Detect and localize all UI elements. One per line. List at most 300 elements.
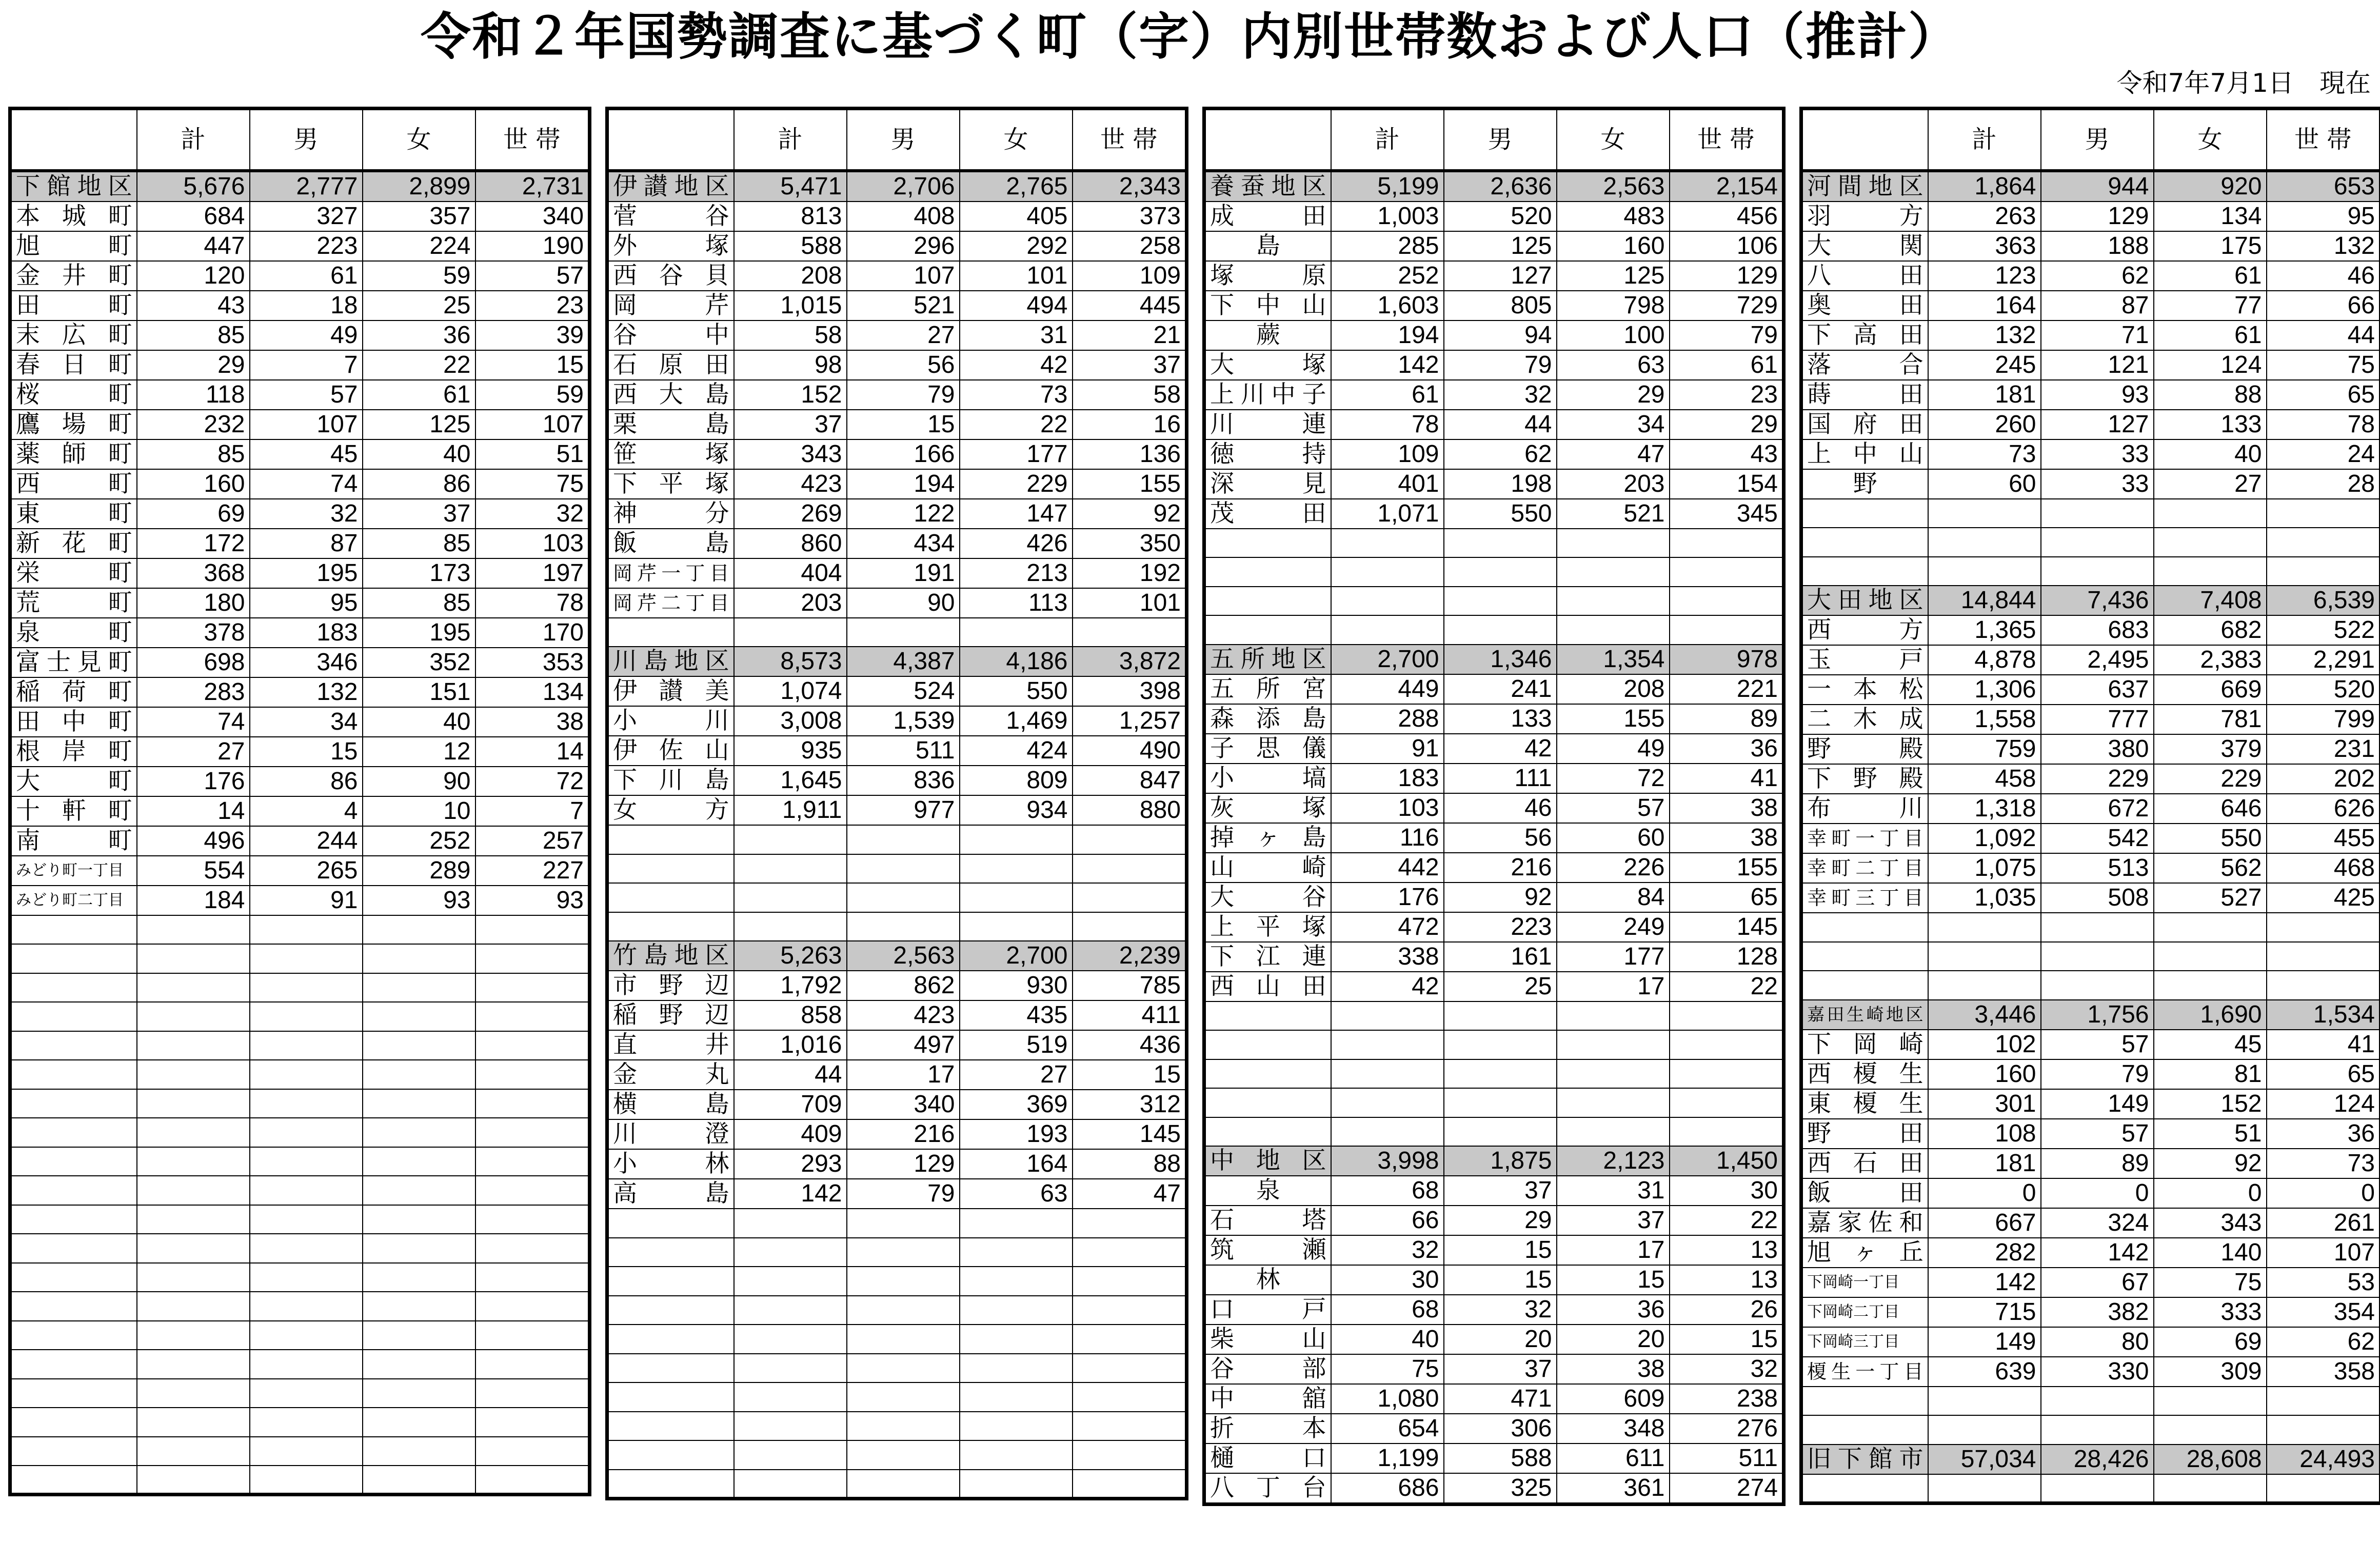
cell-households: 261 bbox=[2267, 1208, 2380, 1238]
area-name: 谷中 bbox=[607, 320, 734, 350]
empty-row bbox=[10, 1437, 590, 1466]
area-name bbox=[607, 912, 734, 941]
table-row bbox=[1801, 350, 2380, 380]
table-row bbox=[1801, 1149, 2380, 1178]
cell-total bbox=[137, 1292, 250, 1321]
cell-male: 18 bbox=[250, 291, 363, 320]
cell-households bbox=[475, 915, 590, 945]
area-name: 石塔 bbox=[1204, 1206, 1331, 1235]
area-name bbox=[1801, 971, 1928, 1000]
empty-row bbox=[10, 1176, 590, 1205]
cell-female: 113 bbox=[960, 588, 1073, 618]
cell-male: 111 bbox=[1444, 764, 1557, 793]
area-name: 下平塚 bbox=[607, 469, 734, 499]
cell-male: 93 bbox=[2041, 380, 2154, 410]
table-row bbox=[1801, 1238, 2380, 1268]
area-name: 灰塚 bbox=[1204, 793, 1331, 823]
area-name: 本城町 bbox=[10, 202, 137, 231]
cell-households bbox=[2267, 1415, 2380, 1445]
cell-female: 61 bbox=[363, 380, 475, 410]
cell-female: 40 bbox=[2154, 439, 2267, 469]
header-blank bbox=[10, 109, 137, 171]
cell-households: 653 bbox=[2267, 171, 2380, 202]
cell-households: 66 bbox=[2267, 291, 2380, 320]
table-row bbox=[1204, 1443, 1784, 1473]
cell-female: 92 bbox=[2154, 1149, 2267, 1178]
cell-households: 373 bbox=[1073, 202, 1187, 231]
cell-total: 554 bbox=[137, 856, 250, 886]
cell-female: 4,186 bbox=[960, 647, 1073, 676]
cell-total bbox=[137, 1031, 250, 1060]
cell-total: 343 bbox=[734, 439, 847, 469]
cell-female bbox=[2154, 1474, 2267, 1503]
cell-male bbox=[250, 1408, 363, 1437]
cell-total: 57,034 bbox=[1928, 1445, 2041, 1474]
area-name: 国府田 bbox=[1801, 410, 1928, 439]
cell-female bbox=[363, 1437, 475, 1466]
cell-households: 65 bbox=[2267, 380, 2380, 410]
area-name bbox=[607, 1382, 734, 1412]
area-name bbox=[10, 1089, 137, 1118]
cell-male bbox=[847, 1238, 960, 1267]
cell-female bbox=[960, 825, 1073, 854]
area-name: 泉町 bbox=[10, 618, 137, 648]
cell-female: 494 bbox=[960, 291, 1073, 320]
cell-households: 6,539 bbox=[2267, 586, 2380, 615]
cell-total: 123 bbox=[1928, 261, 2041, 291]
cell-households: 28 bbox=[2267, 469, 2380, 499]
cell-total: 160 bbox=[1928, 1059, 2041, 1089]
cell-female: 42 bbox=[960, 350, 1073, 380]
cell-male: 37 bbox=[1444, 1354, 1557, 1384]
header-male: 男 bbox=[2041, 109, 2154, 171]
table-row bbox=[607, 529, 1187, 558]
empty-row bbox=[607, 1238, 1187, 1267]
cell-total: 1,645 bbox=[734, 766, 847, 795]
cell-male bbox=[250, 915, 363, 945]
cell-households: 522 bbox=[2267, 615, 2380, 645]
cell-female: 10 bbox=[363, 796, 475, 826]
cell-households: 39 bbox=[475, 320, 590, 350]
cell-total bbox=[137, 1234, 250, 1263]
cell-male: 90 bbox=[847, 588, 960, 618]
cell-households bbox=[2267, 557, 2380, 586]
table-row bbox=[1801, 824, 2380, 853]
area-name: 野 bbox=[1801, 469, 1928, 499]
cell-total bbox=[1331, 1059, 1444, 1089]
empty-row bbox=[607, 854, 1187, 884]
cell-total: 472 bbox=[1331, 912, 1444, 942]
area-name: 富士見町 bbox=[10, 648, 137, 677]
table-row bbox=[1204, 469, 1784, 499]
cell-households: 445 bbox=[1073, 291, 1187, 320]
cell-male: 805 bbox=[1444, 291, 1557, 320]
area-name bbox=[1801, 1387, 1928, 1416]
cell-female bbox=[960, 1412, 1073, 1441]
cell-female: 37 bbox=[1557, 1206, 1670, 1235]
cell-male: 67 bbox=[2041, 1268, 2154, 1297]
area-name: 西谷貝 bbox=[607, 261, 734, 291]
area-name: 落合 bbox=[1801, 350, 1928, 380]
cell-households: 22 bbox=[1670, 972, 1784, 1001]
cell-households bbox=[475, 1176, 590, 1205]
cell-households bbox=[1670, 587, 1784, 616]
area-name: 五所地区 bbox=[1204, 645, 1331, 674]
area-name: 河間地区 bbox=[1801, 171, 1928, 202]
cell-total: 458 bbox=[1928, 764, 2041, 794]
cell-households: 276 bbox=[1670, 1414, 1784, 1443]
cell-total: 935 bbox=[734, 736, 847, 766]
cell-male: 27 bbox=[847, 320, 960, 350]
cell-total: 1,911 bbox=[734, 795, 847, 825]
cell-female: 45 bbox=[2154, 1030, 2267, 1059]
area-name: 大関 bbox=[1801, 231, 1928, 261]
empty-row bbox=[1801, 1415, 2380, 1445]
area-name: 南町 bbox=[10, 826, 137, 856]
cell-households: 626 bbox=[2267, 794, 2380, 824]
cell-households bbox=[1073, 825, 1187, 854]
cell-total: 1,080 bbox=[1331, 1384, 1444, 1414]
cell-total: 68 bbox=[1331, 1295, 1444, 1325]
cell-male bbox=[1444, 1001, 1557, 1031]
cell-female: 669 bbox=[2154, 675, 2267, 705]
area-name bbox=[607, 1354, 734, 1383]
cell-households bbox=[1670, 1030, 1784, 1059]
cell-female: 1,469 bbox=[960, 706, 1073, 736]
cell-total: 283 bbox=[137, 677, 250, 707]
area-name: 鷹場町 bbox=[10, 410, 137, 439]
area-name: 口戸 bbox=[1204, 1295, 1331, 1325]
cell-total: 68 bbox=[1331, 1176, 1444, 1206]
cell-male: 149 bbox=[2041, 1089, 2154, 1119]
cell-total bbox=[1928, 1387, 2041, 1416]
cell-female: 40 bbox=[363, 439, 475, 469]
cell-male: 32 bbox=[1444, 380, 1557, 410]
table-row bbox=[1801, 261, 2380, 291]
area-name: 春日町 bbox=[10, 350, 137, 380]
cell-total: 269 bbox=[734, 499, 847, 529]
cell-total: 1,365 bbox=[1928, 615, 2041, 645]
header-total: 計 bbox=[1331, 109, 1444, 171]
population-table-4 bbox=[1799, 107, 2380, 1505]
cell-male: 132 bbox=[250, 677, 363, 707]
cell-households bbox=[2267, 971, 2380, 1000]
area-name bbox=[10, 1292, 137, 1321]
area-name bbox=[10, 973, 137, 1002]
empty-row bbox=[607, 1325, 1187, 1354]
table-row bbox=[10, 558, 590, 588]
cell-households bbox=[1073, 1354, 1187, 1383]
cell-total bbox=[137, 1147, 250, 1176]
cell-female: 38 bbox=[1557, 1354, 1670, 1384]
cell-female: 31 bbox=[1557, 1176, 1670, 1206]
table-row bbox=[1204, 202, 1784, 231]
cell-total: 73 bbox=[1928, 439, 2041, 469]
table-row bbox=[1204, 1325, 1784, 1354]
cell-total: 176 bbox=[137, 767, 250, 796]
header-total: 計 bbox=[137, 109, 250, 171]
district-row bbox=[1801, 586, 2380, 615]
table-row bbox=[1801, 231, 2380, 261]
cell-households: 36 bbox=[1670, 734, 1784, 764]
cell-households bbox=[475, 1002, 590, 1031]
cell-male: 1,346 bbox=[1444, 645, 1557, 674]
table-row bbox=[607, 1179, 1187, 1209]
table-row bbox=[1801, 469, 2380, 499]
cell-female: 646 bbox=[2154, 794, 2267, 824]
table-row bbox=[1801, 883, 2380, 913]
table-row bbox=[1204, 380, 1784, 410]
cell-female: 435 bbox=[960, 1000, 1073, 1030]
cell-total: 401 bbox=[1331, 469, 1444, 499]
cell-male bbox=[250, 1147, 363, 1176]
area-name: 栄町 bbox=[10, 558, 137, 588]
cell-total bbox=[734, 1296, 847, 1325]
empty-row bbox=[10, 1205, 590, 1234]
cell-female: 562 bbox=[2154, 853, 2267, 883]
area-name: 大谷 bbox=[1204, 883, 1331, 912]
cell-male: 4,387 bbox=[847, 647, 960, 676]
empty-row bbox=[1204, 1117, 1784, 1147]
cell-households: 95 bbox=[2267, 202, 2380, 231]
cell-households: 109 bbox=[1073, 261, 1187, 291]
cell-households: 398 bbox=[1073, 676, 1187, 706]
area-name: みどり町二丁目 bbox=[10, 886, 137, 915]
cell-female: 100 bbox=[1557, 320, 1670, 350]
cell-total bbox=[734, 1470, 847, 1499]
cell-households bbox=[2267, 528, 2380, 557]
cell-total: 338 bbox=[1331, 942, 1444, 972]
table-row bbox=[1204, 764, 1784, 793]
cell-male: 216 bbox=[1444, 853, 1557, 883]
table-row bbox=[607, 1000, 1187, 1030]
area-name: 養蚕地区 bbox=[1204, 171, 1331, 202]
cell-male bbox=[1444, 615, 1557, 645]
area-name: 飯島 bbox=[607, 529, 734, 558]
area-name bbox=[607, 1325, 734, 1354]
cell-female bbox=[363, 1379, 475, 1408]
cell-male bbox=[847, 825, 960, 854]
cell-households: 227 bbox=[475, 856, 590, 886]
empty-row bbox=[607, 1209, 1187, 1238]
cell-households: 456 bbox=[1670, 202, 1784, 231]
cell-households bbox=[1670, 1117, 1784, 1147]
cell-female bbox=[1557, 529, 1670, 558]
cell-female: 164 bbox=[960, 1149, 1073, 1179]
empty-row bbox=[1204, 529, 1784, 558]
cell-total bbox=[137, 1379, 250, 1408]
cell-male: 434 bbox=[847, 529, 960, 558]
cell-total: 60 bbox=[1928, 469, 2041, 499]
area-name: 旭ヶ丘 bbox=[1801, 1238, 1928, 1268]
cell-female bbox=[1557, 1059, 1670, 1089]
table-row bbox=[607, 410, 1187, 439]
cell-total bbox=[734, 618, 847, 647]
cell-households: 7 bbox=[475, 796, 590, 826]
cell-female bbox=[960, 1440, 1073, 1470]
cell-male: 17 bbox=[847, 1060, 960, 1090]
cell-female: 31 bbox=[960, 320, 1073, 350]
cell-total: 120 bbox=[137, 261, 250, 291]
header-blank bbox=[607, 109, 734, 171]
cell-female: 203 bbox=[1557, 469, 1670, 499]
table-row bbox=[10, 588, 590, 618]
cell-female: 84 bbox=[1557, 883, 1670, 912]
area-name: 稲荷町 bbox=[10, 677, 137, 707]
cell-total: 69 bbox=[137, 499, 250, 529]
cell-female: 49 bbox=[1557, 734, 1670, 764]
cell-female bbox=[363, 1205, 475, 1234]
cell-male: 46 bbox=[1444, 793, 1557, 823]
cell-female bbox=[1557, 1117, 1670, 1147]
cell-male bbox=[250, 1437, 363, 1466]
area-name: 森添島 bbox=[1204, 704, 1331, 734]
cell-male: 32 bbox=[250, 499, 363, 529]
area-name bbox=[607, 1440, 734, 1470]
table-row bbox=[1801, 1030, 2380, 1059]
cell-male: 91 bbox=[250, 886, 363, 915]
cell-total bbox=[1331, 1088, 1444, 1117]
table-row bbox=[607, 1030, 1187, 1060]
area-name: 東町 bbox=[10, 499, 137, 529]
cell-female: 86 bbox=[363, 469, 475, 499]
cell-households bbox=[475, 1321, 590, 1350]
cell-total: 132 bbox=[1928, 320, 2041, 350]
population-table-2 bbox=[605, 107, 1188, 1500]
cell-total bbox=[137, 1321, 250, 1350]
cell-households: 455 bbox=[2267, 824, 2380, 853]
table-row bbox=[1204, 261, 1784, 291]
cell-total: 368 bbox=[137, 558, 250, 588]
cell-total: 1,318 bbox=[1928, 794, 2041, 824]
cell-female: 292 bbox=[960, 231, 1073, 261]
cell-female: 151 bbox=[363, 677, 475, 707]
cell-total bbox=[734, 912, 847, 941]
header-households: 世 帯 bbox=[475, 109, 590, 171]
cell-female: 809 bbox=[960, 766, 1073, 795]
cell-male: 423 bbox=[847, 1000, 960, 1030]
table-row bbox=[607, 291, 1187, 320]
table-row bbox=[607, 676, 1187, 706]
cell-total: 30 bbox=[1331, 1265, 1444, 1295]
cell-total: 409 bbox=[734, 1119, 847, 1149]
cell-total bbox=[137, 1437, 250, 1466]
cell-households: 29 bbox=[1670, 410, 1784, 439]
cell-female bbox=[1557, 615, 1670, 645]
cell-male bbox=[250, 1205, 363, 1234]
cell-total: 285 bbox=[1331, 231, 1444, 261]
cell-male: 346 bbox=[250, 648, 363, 677]
cell-households: 353 bbox=[475, 648, 590, 677]
area-name: 深見 bbox=[1204, 469, 1331, 499]
cell-male: 195 bbox=[250, 558, 363, 588]
cell-male bbox=[2041, 557, 2154, 586]
cell-female: 2,563 bbox=[1557, 171, 1670, 202]
cell-total: 759 bbox=[1928, 734, 2041, 764]
area-name: 上平塚 bbox=[1204, 912, 1331, 942]
cell-households: 65 bbox=[1670, 883, 1784, 912]
area-name: 神分 bbox=[607, 499, 734, 529]
cell-female: 352 bbox=[363, 648, 475, 677]
empty-row bbox=[607, 1354, 1187, 1383]
cell-households bbox=[1073, 1412, 1187, 1441]
table-row bbox=[10, 231, 590, 261]
empty-row bbox=[10, 1379, 590, 1408]
cell-female: 348 bbox=[1557, 1414, 1670, 1443]
cell-households: 312 bbox=[1073, 1090, 1187, 1119]
area-name: 奥田 bbox=[1801, 291, 1928, 320]
cell-households: 21 bbox=[1073, 320, 1187, 350]
cell-male: 513 bbox=[2041, 853, 2154, 883]
area-name: みどり町一丁目 bbox=[10, 856, 137, 886]
cell-female: 25 bbox=[363, 291, 475, 320]
cell-female bbox=[960, 1238, 1073, 1267]
cell-female bbox=[960, 854, 1073, 884]
district-row bbox=[607, 941, 1187, 971]
cell-male: 777 bbox=[2041, 705, 2154, 734]
area-name: 下中山 bbox=[1204, 291, 1331, 320]
cell-female: 160 bbox=[1557, 231, 1670, 261]
cell-male bbox=[250, 1089, 363, 1118]
cell-households: 128 bbox=[1670, 942, 1784, 972]
cell-female bbox=[1557, 1030, 1670, 1059]
area-name bbox=[10, 1350, 137, 1379]
area-name: 八丁台 bbox=[1204, 1473, 1331, 1505]
cell-male: 79 bbox=[2041, 1059, 2154, 1089]
cell-male: 2,706 bbox=[847, 171, 960, 202]
area-name: 一本松 bbox=[1801, 675, 1928, 705]
cell-male: 296 bbox=[847, 231, 960, 261]
cell-male: 188 bbox=[2041, 231, 2154, 261]
cell-total: 27 bbox=[137, 737, 250, 767]
cell-male: 511 bbox=[847, 736, 960, 766]
cell-male: 57 bbox=[2041, 1119, 2154, 1149]
cell-total: 183 bbox=[1331, 764, 1444, 793]
cell-households: 88 bbox=[1073, 1149, 1187, 1179]
area-name: 小塙 bbox=[1204, 764, 1331, 793]
cell-households: 38 bbox=[1670, 823, 1784, 853]
area-name: 野殿 bbox=[1801, 734, 1928, 764]
cell-female bbox=[363, 1147, 475, 1176]
cell-male: 550 bbox=[1444, 499, 1557, 529]
area-name: 金井町 bbox=[10, 261, 137, 291]
cell-total: 66 bbox=[1331, 1206, 1444, 1235]
area-name: 外塚 bbox=[607, 231, 734, 261]
cell-female bbox=[2154, 499, 2267, 528]
empty-row bbox=[10, 1408, 590, 1437]
cell-households bbox=[1073, 1382, 1187, 1412]
table-row bbox=[1801, 320, 2380, 350]
cell-households bbox=[1670, 1088, 1784, 1117]
cell-households: 221 bbox=[1670, 674, 1784, 704]
cell-total: 288 bbox=[1331, 704, 1444, 734]
table-row bbox=[10, 439, 590, 469]
cell-female bbox=[363, 1118, 475, 1147]
cell-male bbox=[847, 618, 960, 647]
cell-male: 29 bbox=[1444, 1206, 1557, 1235]
cell-total bbox=[1928, 1415, 2041, 1445]
cell-households: 15 bbox=[1670, 1325, 1784, 1354]
area-name bbox=[10, 1060, 137, 1089]
table-row bbox=[607, 469, 1187, 499]
empty-row bbox=[10, 1292, 590, 1321]
table-row bbox=[1801, 1357, 2380, 1387]
cell-total: 0 bbox=[1928, 1178, 2041, 1208]
cell-female: 61 bbox=[2154, 261, 2267, 291]
cell-total bbox=[137, 1408, 250, 1437]
cell-male: 0 bbox=[2041, 1178, 2154, 1208]
cell-total bbox=[1331, 587, 1444, 616]
